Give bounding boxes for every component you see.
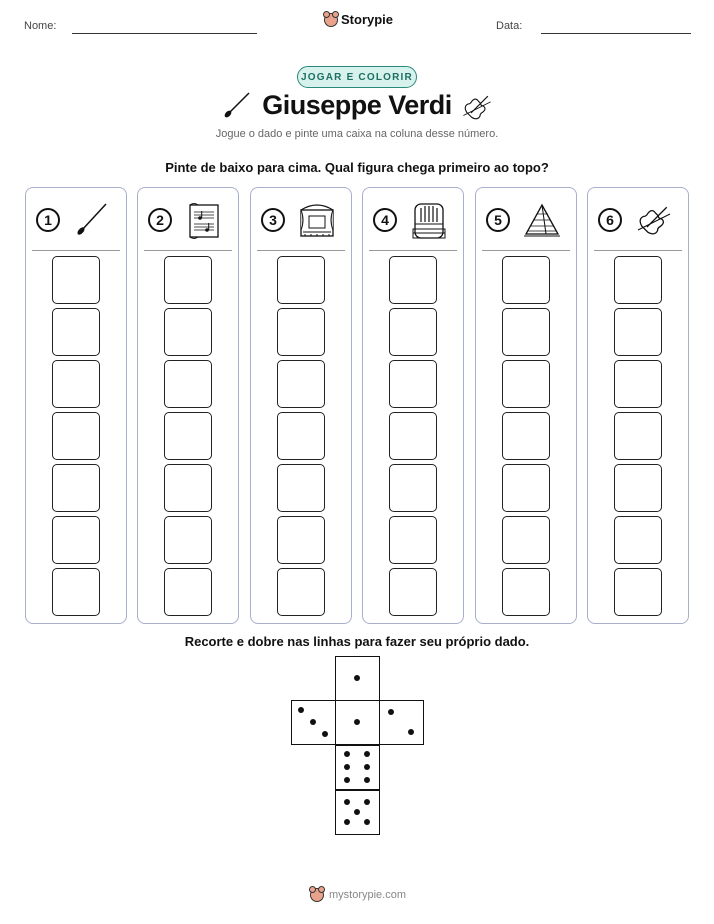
color-box[interactable] [164,360,212,408]
name-line [72,33,257,34]
brand-logo [324,12,393,27]
color-box[interactable] [502,412,550,460]
color-box[interactable] [277,516,325,564]
color-box[interactable] [502,568,550,616]
color-box[interactable] [52,256,100,304]
dice-pip [364,751,370,757]
activity-badge: JOGAR E COLORIR [297,66,417,88]
color-box[interactable] [502,256,550,304]
column-6 [587,187,689,624]
dice-face-2 [379,700,424,745]
column-divider [369,250,457,251]
color-box[interactable] [277,256,325,304]
column-divider [144,250,232,251]
dice-pip [322,731,328,737]
dice-pip [344,764,350,770]
dice-face-1 [335,656,380,701]
dice-pip [364,819,370,825]
color-box[interactable] [389,412,437,460]
color-box[interactable] [502,516,550,564]
color-box[interactable] [52,464,100,512]
footer-url: mystorypie.com [329,889,407,901]
color-box[interactable] [502,464,550,512]
dice-pip [344,819,350,825]
color-box[interactable] [164,516,212,564]
subtitle: Jogue o dado e pinte uma caixa na coluna desse número. [215,128,499,140]
opera-stage-icon [297,200,337,240]
column-number: 6 [598,208,622,232]
violin-icon [634,200,674,240]
color-box[interactable] [614,256,662,304]
color-box[interactable] [164,412,212,460]
footer [310,888,406,902]
color-box[interactable] [389,568,437,616]
column-divider [32,250,120,251]
color-box[interactable] [164,464,212,512]
bear-icon [324,13,338,27]
column-4 [362,187,464,624]
color-box[interactable] [389,308,437,356]
page-title: Giuseppe Verdi [262,90,452,120]
color-box[interactable] [614,464,662,512]
color-box[interactable] [502,308,550,356]
color-box[interactable] [52,412,100,460]
dice-pip [344,777,350,783]
baton-icon [72,200,112,240]
column-divider [482,250,570,251]
dice-face-5 [335,790,380,835]
date-label: Data: [496,20,523,32]
dice-face-1 [335,700,380,745]
dice-pip [354,809,360,815]
column-number: 4 [373,208,397,232]
color-box[interactable] [614,360,662,408]
color-box[interactable] [52,360,100,408]
color-box[interactable] [164,308,212,356]
color-box[interactable] [277,308,325,356]
dice-pip [388,709,394,715]
pyramid-icon [522,200,562,240]
color-box[interactable] [389,516,437,564]
date-line [541,33,691,34]
column-divider [257,250,345,251]
dice-pip [364,777,370,783]
name-label: Nome: [24,20,57,32]
dice-pip [344,799,350,805]
column-2 [137,187,239,624]
instruction-heading: Pinte de baixo para cima. Qual figura chega primeiro ao topo? [165,160,549,175]
color-box[interactable] [277,412,325,460]
dice-pip [354,675,360,681]
color-box[interactable] [52,568,100,616]
column-number: 1 [36,208,60,232]
dice-caption: Recorte e dobre nas linhas para fazer seu próprio dado. [184,634,530,649]
color-box[interactable] [502,360,550,408]
dice-pip [364,799,370,805]
color-box[interactable] [164,568,212,616]
brand-name: Storypie [341,12,394,27]
color-box[interactable] [614,516,662,564]
dice-face-6 [335,745,380,790]
column-5 [475,187,577,624]
color-box[interactable] [389,360,437,408]
color-box[interactable] [277,360,325,408]
column-number: 2 [148,208,172,232]
dice-face-3 [291,700,336,745]
dice-pip [298,707,304,713]
column-3 [250,187,352,624]
color-box[interactable] [614,412,662,460]
bear-icon [310,888,324,902]
color-box[interactable] [164,256,212,304]
dice-pip [408,729,414,735]
color-box[interactable] [52,308,100,356]
color-box[interactable] [389,256,437,304]
color-box[interactable] [614,308,662,356]
dice-pip [310,719,316,725]
organ-icon [409,200,449,240]
color-box[interactable] [277,464,325,512]
color-box[interactable] [277,568,325,616]
column-1 [25,187,127,624]
color-box[interactable] [389,464,437,512]
color-box[interactable] [614,568,662,616]
color-box[interactable] [52,516,100,564]
column-number: 5 [486,208,510,232]
dice-pip [344,751,350,757]
sheet-music-icon [184,200,224,240]
violin-icon [460,90,494,124]
dice-pip [364,764,370,770]
column-divider [594,250,682,251]
dice-pip [354,719,360,725]
column-number: 3 [261,208,285,232]
